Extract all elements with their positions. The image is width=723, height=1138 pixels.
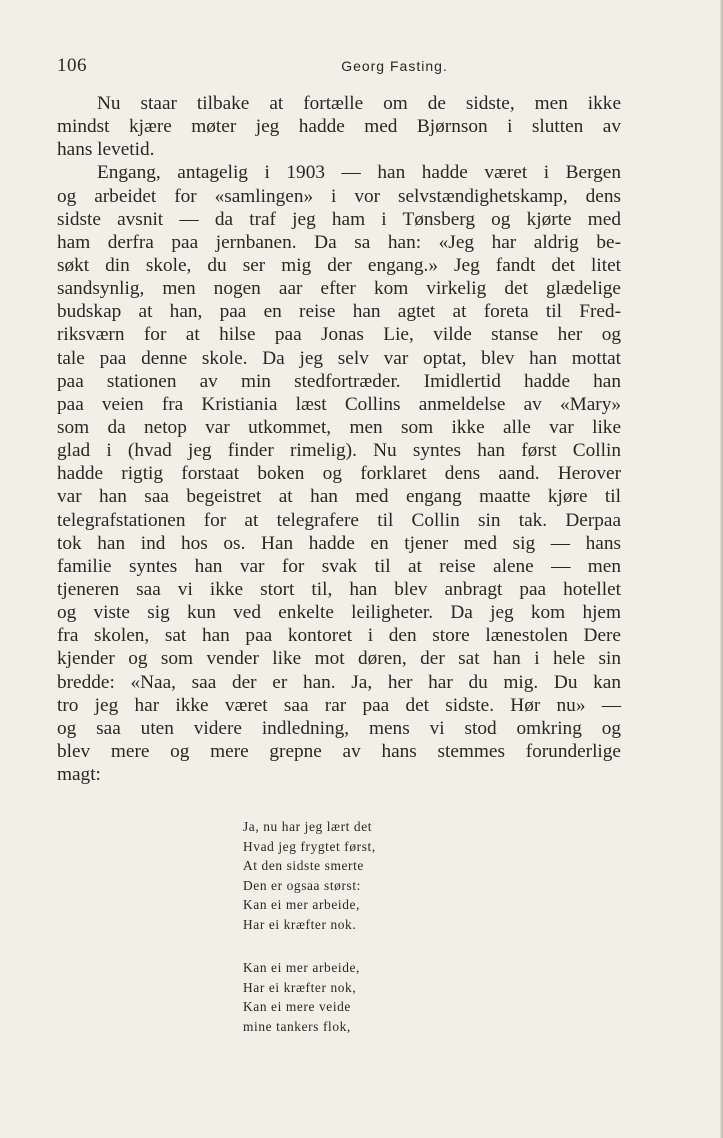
running-head: Georg Fasting.: [341, 58, 448, 74]
page-number: 106: [57, 55, 87, 76]
poem-line: Har ei kræfter nok,: [243, 979, 357, 995]
text-line: tjeneren saa vi ikke stort til, han blev anbragt paa hotellet: [57, 578, 621, 600]
text-line: hans levetid.: [57, 139, 155, 161]
text-line: glad i (hvad jeg finder rimelig). Nu syntes han først Collin: [57, 440, 621, 462]
poem-line: Har ei kræfter nok.: [243, 916, 357, 932]
text-line: var han saa begeistret at han med engang maatte kjøre til: [57, 486, 621, 508]
text-line: mindst kjære møter jeg hadde med Bjørnson i slutten av: [57, 116, 621, 138]
text-line: Engang, antagelig i 1903 — han hadde været i Bergen: [97, 162, 621, 184]
text-line: bredde: «Naa, saa der er han. Ja, her har du mig. Du kan: [57, 671, 621, 693]
text-line: tro jeg har ikke været saa rar paa det sidste. Hør nu» —: [57, 694, 621, 716]
text-line: tok han ind hos os. Han hadde en tjener med sig — hans: [57, 532, 621, 554]
text-line: paa veien fra Kristiania læst Collins anmeldelse av «Mary»: [57, 393, 621, 415]
poem-line: Kan ei mer arbeide,: [243, 897, 360, 913]
text-line: ham derfra paa jernbanen. Da sa han: «Jeg har aldrig be-: [57, 231, 621, 253]
text-line: paa stationen av min stedfortræder. Imidlertid hadde han: [57, 370, 621, 392]
body-text: [57, 92, 621, 786]
text-line: budskap at han, paa en reise han agtet at foreta til Fred-: [57, 301, 621, 323]
text-line: magt:: [57, 764, 101, 786]
text-line: blev mere og mere grepne av hans stemmes forunderlige: [57, 740, 621, 762]
poem-line: Kan ei mer arbeide,: [243, 960, 360, 975]
text-line: som da netop var utkommet, men som ikke alle var like: [57, 416, 621, 438]
text-line: og viste sig kun ved enkelte leiligheter. Da jeg kom hjem: [57, 602, 621, 624]
poem-stanza-1: [243, 817, 463, 935]
poem-line: At den sidste smerte: [243, 858, 364, 874]
poem-line: Kan ei mere veide: [243, 999, 351, 1015]
poem-stanza-2: [243, 958, 463, 1036]
text-line: Nu staar tilbake at fortælle om de sidste, men ikke: [97, 93, 621, 114]
text-line: og saa uten videre indledning, mens vi stod omkring og: [57, 717, 621, 739]
page-header: [57, 55, 617, 79]
text-line: tale paa denne skole. Da jeg selv var optat, blev han mottat: [57, 347, 621, 369]
text-line: hadde rigtig forstaat boken og forklaret dens aand. Herover: [57, 463, 621, 485]
text-line: kjender og som vender like mot døren, der sat han i hele sin: [57, 648, 621, 670]
text-line: telegrafstationen for at telegrafere til Collin sin tak. Derpaa: [57, 509, 621, 531]
text-line: fra skolen, sat han paa kontoret i den store lænestolen Dere: [57, 625, 621, 647]
text-line: og arbeidet for «samlingen» i vor selvstændighetskamp, dens: [57, 185, 621, 207]
text-line: sidste avsnit — da traf jeg ham i Tønsberg og kjørte med: [57, 208, 621, 230]
poem-line: Hvad jeg frygtet først,: [243, 838, 376, 854]
poem-line: Den er ogsaa størst:: [243, 877, 361, 893]
text-line: søkt din skole, du ser mig der engang.» Jeg fandt det litet: [57, 254, 621, 276]
text-line: riksværn for at hilse paa Jonas Lie, vilde stanse her og: [57, 324, 621, 346]
text-line: familie syntes han var for svak til at reise alene — men: [57, 555, 621, 577]
text-line: sandsynlig, men nogen aar efter kom virkelig det glædelige: [57, 278, 621, 300]
poem-line: Ja, nu har jeg lært det: [243, 819, 373, 834]
poem-line: mine tankers flok,: [243, 1018, 351, 1034]
